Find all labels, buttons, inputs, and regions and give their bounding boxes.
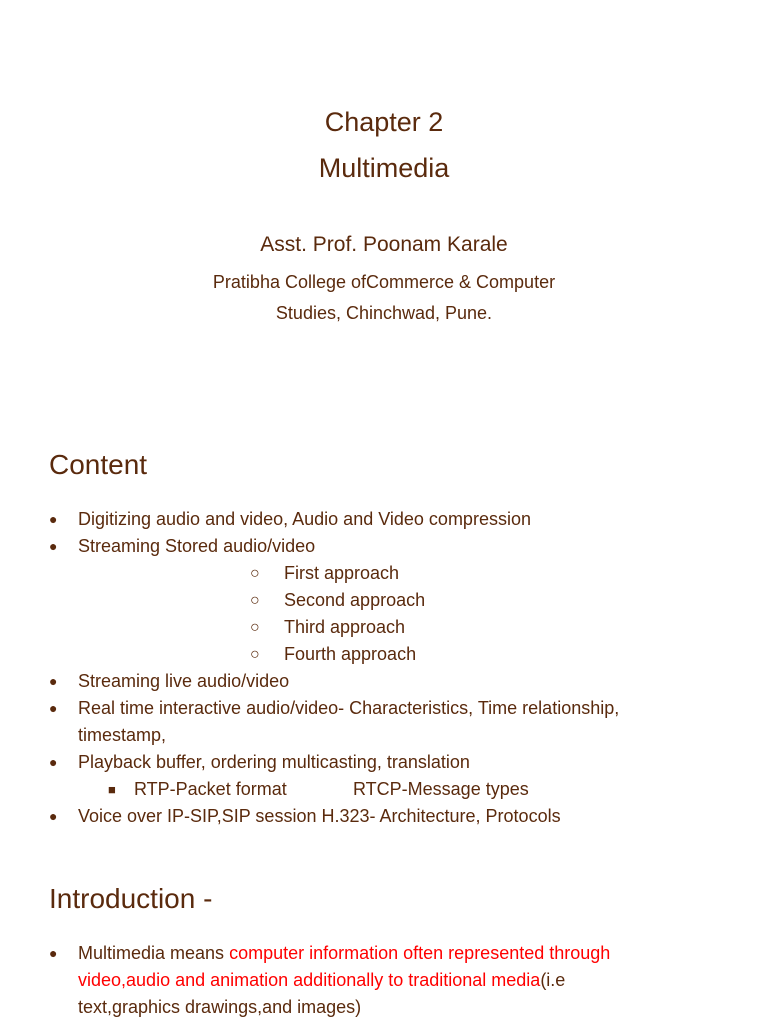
bullet-marker: ● bbox=[49, 945, 58, 961]
intro-text-highlight: computer information often represented through bbox=[229, 943, 611, 963]
intro-text-plain: Multimedia means bbox=[78, 943, 230, 963]
chapter-title: Chapter 2 bbox=[324, 107, 444, 137]
sublist-item-text: Fourth approach bbox=[284, 644, 417, 664]
intro-text-plain: (i.e bbox=[540, 970, 566, 990]
intro-text-highlight: video,audio and animation additionally to traditional media bbox=[78, 970, 541, 990]
square-bullet-marker: ■ bbox=[108, 782, 116, 797]
bullet-marker: ● bbox=[49, 754, 58, 770]
bullet-marker: ● bbox=[49, 700, 58, 716]
bullet-marker: ● bbox=[49, 673, 58, 689]
list-item-text: Streaming Stored audio/video bbox=[78, 536, 316, 556]
list-item-text: Playback buffer, ordering multicasting, translation bbox=[78, 752, 470, 772]
intro-text-plain: text,graphics drawings,and images) bbox=[78, 997, 362, 1017]
rtp-item-text: RTP-Packet format bbox=[134, 779, 287, 799]
sublist-item-text: Second approach bbox=[284, 590, 426, 610]
sublist-item-text: First approach bbox=[284, 563, 400, 583]
list-item-text: Real time interactive audio/video- Characteristics, Time relationship, bbox=[78, 698, 620, 718]
hollow-bullet-marker: ○ bbox=[250, 565, 260, 582]
intro-line-2 bbox=[78, 967, 565, 994]
hollow-bullet-marker: ○ bbox=[250, 592, 260, 609]
affiliation-line-2: Studies, Chinchwad, Pune. bbox=[275, 303, 493, 323]
introduction-heading: Introduction - bbox=[49, 883, 213, 914]
bullet-marker: ● bbox=[49, 808, 58, 824]
list-item-text: timestamp, bbox=[78, 725, 167, 745]
bullet-marker: ● bbox=[49, 511, 58, 527]
bullet-marker: ● bbox=[49, 538, 58, 554]
hollow-bullet-marker: ○ bbox=[250, 646, 260, 663]
sublist-item-text: Third approach bbox=[284, 617, 406, 637]
list-item-text: Digitizing audio and video, Audio and Video compression bbox=[78, 509, 531, 529]
content-heading: Content bbox=[49, 449, 148, 480]
author-name: Asst. Prof. Poonam Karale bbox=[260, 233, 508, 256]
chapter-subject: Multimedia bbox=[318, 153, 450, 183]
list-item-text: Voice over IP-SIP,SIP session H.323- Architecture, Protocols bbox=[78, 806, 561, 826]
intro-line-1 bbox=[78, 940, 610, 967]
rtcp-item-text: RTCP-Message types bbox=[353, 779, 529, 799]
hollow-bullet-marker: ○ bbox=[250, 619, 260, 636]
list-item-text: Streaming live audio/video bbox=[78, 671, 290, 691]
affiliation-line-1: Pratibha College ofCommerce & Computer bbox=[212, 272, 556, 292]
intro-line-3 bbox=[78, 994, 361, 1021]
